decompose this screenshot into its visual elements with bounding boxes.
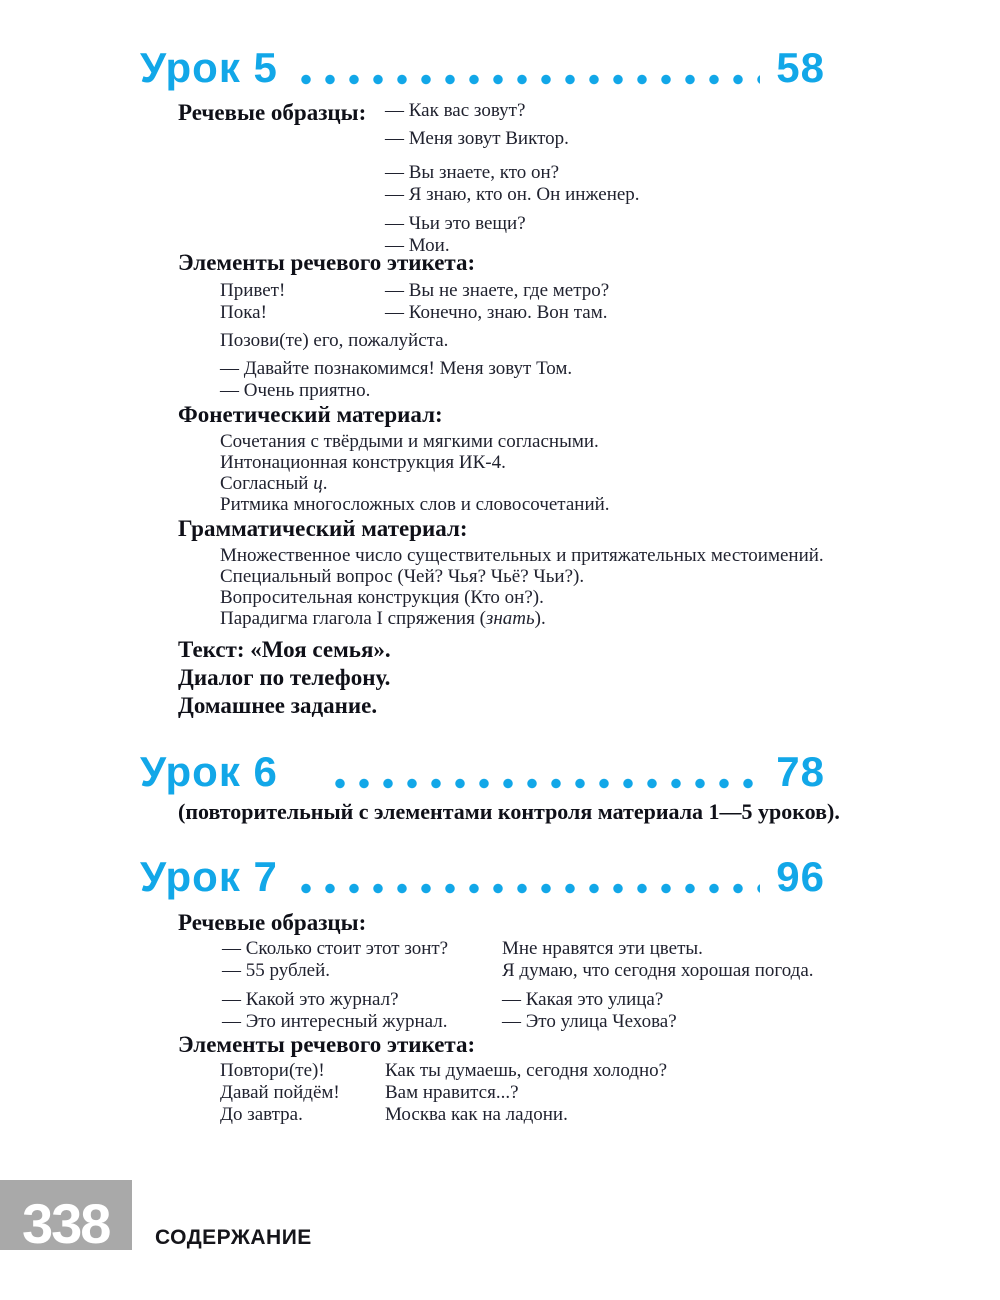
phonetics-heading: Фонетический материал: (178, 402, 443, 427)
phonetics-item: Интонационная конструкция ИК-4. (220, 452, 506, 473)
phonetics-item: Ритмика многосложных слов и словосочетаний. (220, 494, 610, 515)
dialogue-line: — Меня зовут Виктор. (385, 128, 569, 149)
lesson6-page-number: 78 (776, 748, 825, 795)
etiquette-item: До завтра. (220, 1104, 303, 1125)
grammar-item: Специальный вопрос (Чей? Чья? Чьё? Чьи?). (220, 566, 585, 587)
dialogue-line: — Я знаю, кто он. Он инженер. (385, 184, 640, 205)
grammar-item: Множественное число существительных и притяжательных местоимений. (220, 545, 824, 566)
phonetics-item: Сочетания с твёрдыми и мягкими согласными. (220, 431, 599, 452)
topic-line: Текст: «Моя семья». (178, 637, 391, 662)
phonetics-list (220, 431, 610, 515)
dialogue-line: — Сколько стоит этот зонт? (222, 938, 449, 959)
etiquette-item: Вам нравится...? (385, 1082, 519, 1103)
etiquette-item: Давай пойдём! (220, 1082, 340, 1103)
dialogue-line: — Мои. (385, 235, 450, 256)
dialogue-line: — Это улица Чехова? (502, 1011, 677, 1032)
etiquette-dialog (220, 358, 572, 402)
lesson5-etiquette-columns (220, 280, 609, 324)
lesson6-subtitle: (повторительный с элементами контроля материала 1—5 уроков). (178, 799, 840, 824)
etiquette-right-column (385, 1060, 667, 1126)
dot-leader (294, 74, 760, 85)
toc-entry-lesson5 (140, 44, 825, 92)
dialogue-line: — Это интересный журнал. (222, 1011, 448, 1032)
dialogue-line: Я думаю, что сегодня хорошая погода. (502, 960, 814, 981)
speech-left-column (222, 938, 502, 1040)
dialogue-line: — Какой это журнал? (222, 989, 399, 1010)
lesson7-etiquette-columns (220, 1060, 667, 1126)
speech-samples-heading: Речевые образцы: (178, 100, 367, 125)
page-number: 338 (22, 1192, 110, 1255)
grammar-list (220, 545, 824, 629)
dot-leader (294, 883, 760, 894)
topic-line: Домашнее задание. (178, 693, 378, 718)
etiquette-heading: Элементы речевого этикета: (178, 250, 476, 275)
topic-line: Диалог по телефону. (178, 665, 391, 690)
lesson5-topics (178, 636, 391, 720)
toc-entry-lesson6 (140, 748, 825, 796)
lesson7-page-number: 96 (776, 853, 825, 900)
dialogue-line: — Как вас зовут? (385, 100, 526, 121)
lesson7-title: Урок 7 (140, 853, 278, 900)
dialogue-line: — Какая это улица? (502, 989, 664, 1010)
etiquette-single-line: Позови(те) его, пожалуйста. (220, 330, 449, 351)
speech-samples-dialogues (385, 100, 640, 264)
etiquette-left-column (220, 280, 385, 324)
etiquette-item: Пока! (220, 302, 267, 323)
dialogue-line: Мне нравятся эти цветы. (502, 938, 703, 959)
phonetics-item: Согласный ц. (220, 473, 328, 494)
footer-section-label: СОДЕРЖАНИЕ (155, 1226, 312, 1249)
grammar-heading: Грамматический материал: (178, 516, 468, 541)
lesson5-speech-samples (178, 100, 640, 264)
lesson6-title: Урок 6 (140, 748, 278, 795)
etiquette-heading: Элементы речевого этикета: (178, 1032, 476, 1057)
dialogue-line: — Давайте познакомимся! Меня зовут Том. (220, 358, 573, 379)
etiquette-item: Москва как на ладони. (385, 1104, 568, 1125)
grammar-item: Вопросительная конструкция (Кто он?). (220, 587, 544, 608)
dialogue-line: — Вы знаете, кто он? (385, 162, 560, 183)
speech-right-column (502, 938, 814, 1040)
etiquette-item: Привет! (220, 280, 286, 301)
etiquette-item: — Конечно, знаю. Вон там. (385, 302, 608, 323)
lesson7-speech-columns (222, 938, 814, 1040)
dialogue-line: — Чьи это вещи? (385, 213, 526, 234)
grammar-item: Парадигма глагола I спряжения (знать). (220, 608, 546, 629)
toc-entry-lesson7 (140, 853, 825, 901)
etiquette-item: Как ты думаешь, сегодня холодно? (385, 1060, 668, 1081)
speech-samples-heading: Речевые образцы: (178, 910, 367, 935)
etiquette-item: — Вы не знаете, где метро? (385, 280, 610, 301)
etiquette-left-column (220, 1060, 385, 1126)
dot-leader (328, 778, 760, 789)
lesson5-title: Урок 5 (140, 44, 278, 91)
dialogue-line: — 55 рублей. (222, 960, 331, 981)
dialogue-line: — Очень приятно. (220, 380, 371, 401)
page-number-badge (0, 1180, 132, 1255)
lesson5-page-number: 58 (776, 44, 825, 91)
etiquette-right-column (385, 280, 609, 324)
etiquette-item: Повтори(те)! (220, 1060, 325, 1081)
